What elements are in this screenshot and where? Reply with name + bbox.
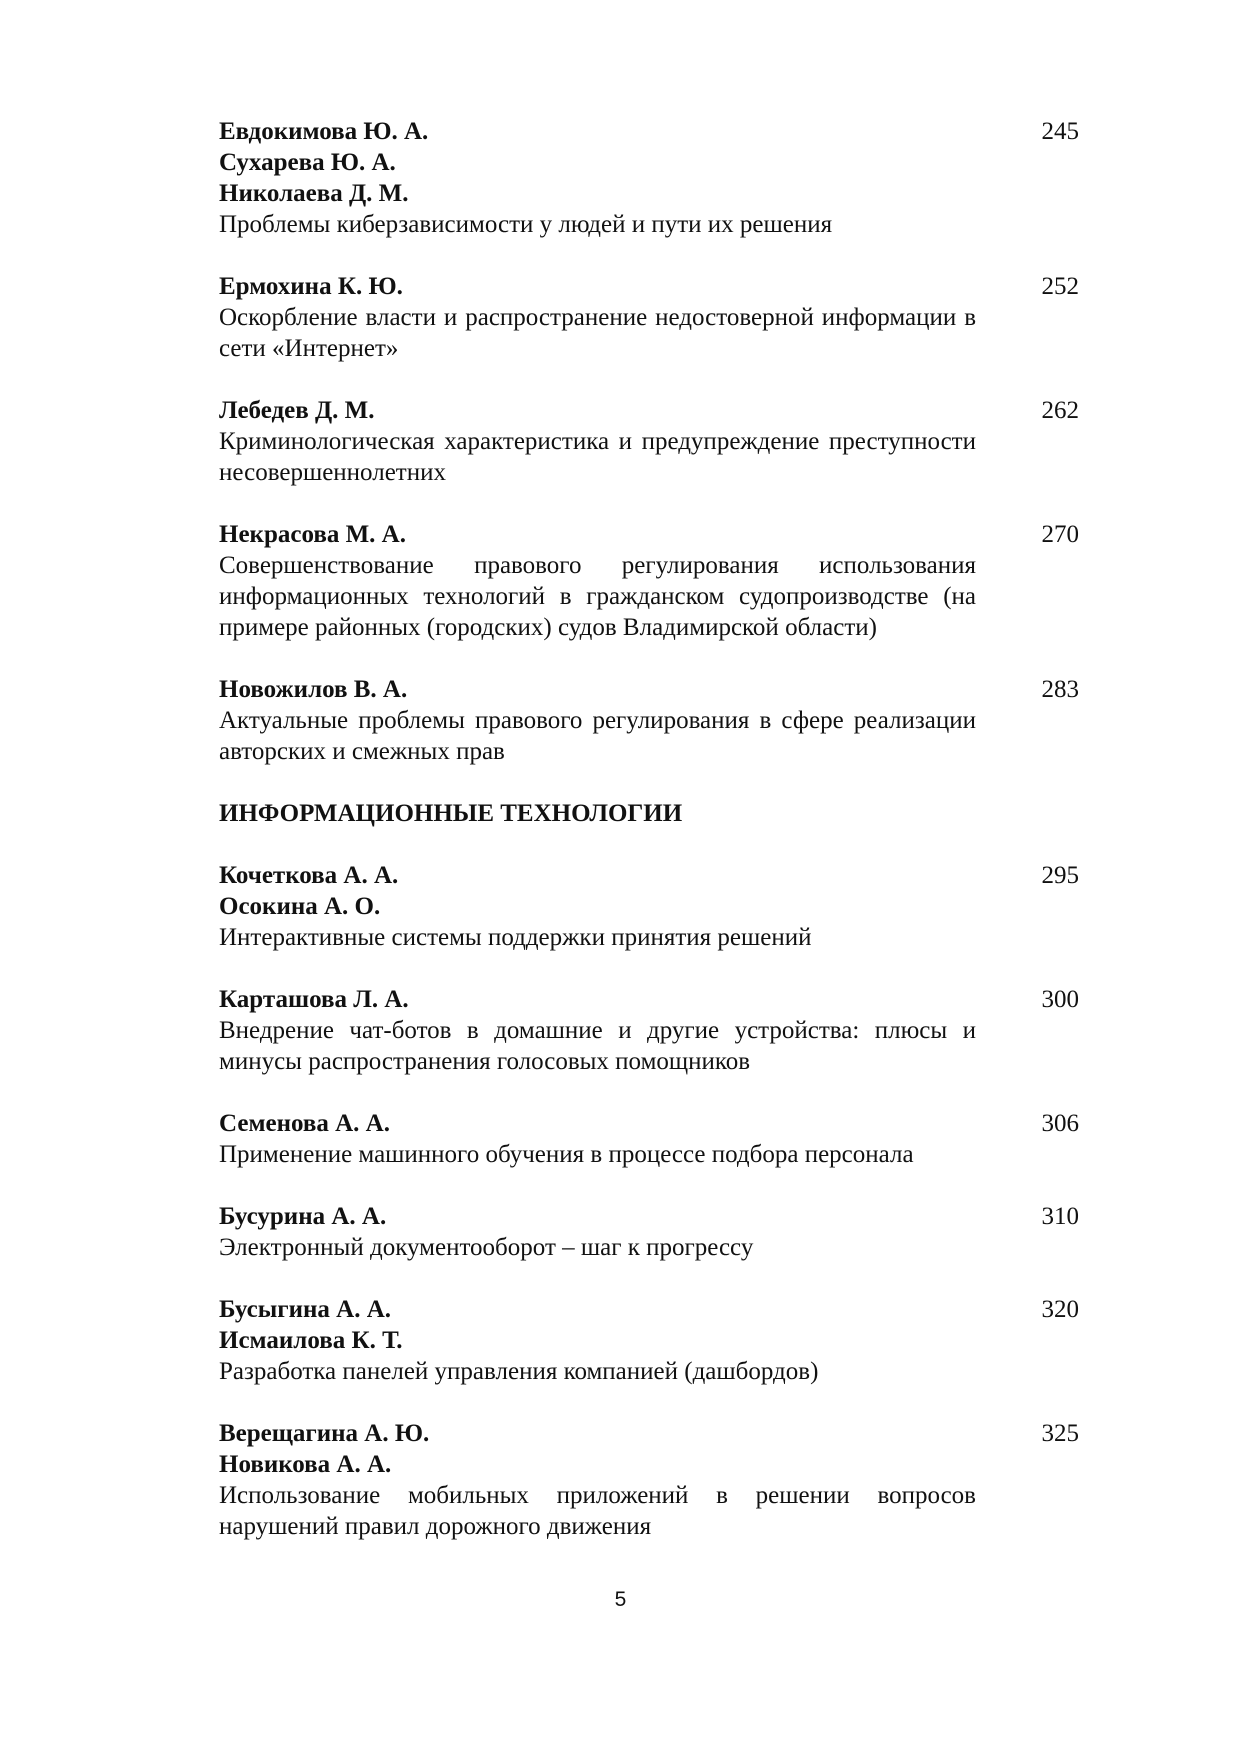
entry-title: Оскорбление власти и распространение недостоверной информации в сети «Интернет» xyxy=(219,304,976,362)
entry-author: Новикова А. А. xyxy=(219,1451,392,1478)
entry-text xyxy=(219,395,976,488)
entry-text xyxy=(219,1201,976,1263)
toc-entry xyxy=(219,271,1079,364)
entry-title: Интерактивные системы поддержки принятия решений xyxy=(219,924,812,951)
entry-text xyxy=(219,674,976,767)
toc-entry xyxy=(219,395,1079,488)
toc-entry xyxy=(219,116,1079,240)
entry-title: Разработка панелей управления компанией (дашбордов) xyxy=(219,1358,819,1385)
entry-author: Верещагина А. Ю. xyxy=(219,1420,430,1447)
entry-author: Исмаилова К. Т. xyxy=(219,1327,403,1354)
entry-title: Внедрение чат-ботов в домашние и другие устройства: плюсы и минусы распространения голосовых помощников xyxy=(219,1017,976,1075)
entry-text xyxy=(219,1294,976,1387)
entry-page-number: 270 xyxy=(1041,521,1079,548)
toc-entry xyxy=(219,860,1079,953)
entry-author: Николаева Д. М. xyxy=(219,180,409,207)
entry-author: Карташова Л. А. xyxy=(219,986,409,1013)
entry-author: Осокина А. О. xyxy=(219,893,381,920)
toc-entry xyxy=(219,984,1079,1077)
entry-page-number: 325 xyxy=(1041,1420,1079,1447)
entry-title: Применение машинного обучения в процессе подбора персонала xyxy=(219,1141,914,1168)
entry-title: Проблемы киберзависимости у людей и пути их решения xyxy=(219,211,833,238)
entry-author: Бусыгина А. А. xyxy=(219,1296,392,1323)
entry-text xyxy=(219,860,976,953)
entry-author: Кочеткова А. А. xyxy=(219,862,399,889)
entry-author: Бусурина А. А. xyxy=(219,1203,387,1230)
entry-title: Криминологическая характеристика и предупреждение преступности несовершеннолетних xyxy=(219,428,976,486)
entry-text xyxy=(219,984,976,1077)
entry-page-number: 245 xyxy=(1041,118,1079,145)
section-heading: ИНФОРМАЦИОННЫЕ ТЕХНОЛОГИИ xyxy=(219,800,683,827)
entry-author: Некрасова М. А. xyxy=(219,521,406,548)
toc-entry xyxy=(219,1108,1079,1170)
entry-author: Сухарева Ю. А. xyxy=(219,149,396,176)
entry-text xyxy=(219,1108,976,1170)
entry-author: Лебедев Д. М. xyxy=(219,397,375,424)
entry-text xyxy=(219,271,976,364)
footer-page-number: 5 xyxy=(614,1588,627,1611)
entry-author: Евдокимова Ю. А. xyxy=(219,118,429,145)
entry-author: Новожилов В. А. xyxy=(219,676,408,703)
entry-title: Актуальные проблемы правового регулирования в сфере реализации авторских и смежных прав xyxy=(219,707,976,765)
entry-page-number: 306 xyxy=(1041,1110,1079,1137)
entry-page-number: 300 xyxy=(1041,986,1079,1013)
entry-text xyxy=(219,519,976,643)
toc-entry xyxy=(219,519,1079,643)
entry-title: Совершенствование правового регулирования использования информационных технологий в гражданском судопроизводстве (на примере районных (городских) судов Владимирской области) xyxy=(219,552,976,641)
entry-page-number: 262 xyxy=(1041,397,1079,424)
entry-text xyxy=(219,116,976,240)
entry-title: Использование мобильных приложений в решении вопросов нарушений правил дорожного движения xyxy=(219,1482,976,1540)
entry-page-number: 310 xyxy=(1041,1203,1079,1230)
entry-page-number: 283 xyxy=(1041,676,1079,703)
toc-entry xyxy=(219,1294,1079,1387)
entry-page-number: 320 xyxy=(1041,1296,1079,1323)
entry-author: Семенова А. А. xyxy=(219,1110,390,1137)
toc-entry xyxy=(219,1201,1079,1263)
toc-content xyxy=(219,116,1079,1542)
toc-entry xyxy=(219,1418,1079,1542)
entry-page-number: 252 xyxy=(1041,273,1079,300)
entry-title: Электронный документооборот – шаг к прогрессу xyxy=(219,1234,754,1261)
entry-page-number: 295 xyxy=(1041,862,1079,889)
toc-entry xyxy=(219,674,1079,767)
entry-text xyxy=(219,1418,976,1542)
entry-author: Ермохина К. Ю. xyxy=(219,273,403,300)
